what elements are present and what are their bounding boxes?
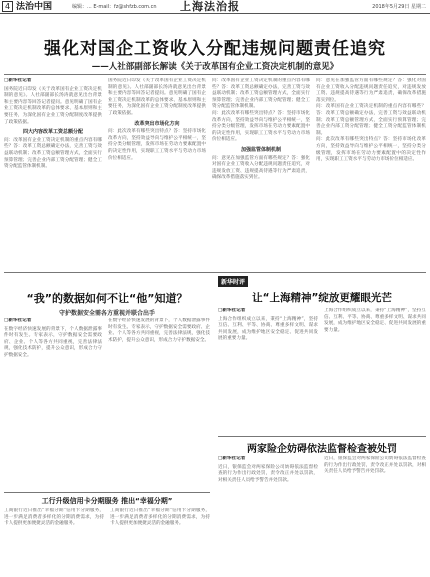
newspaper-brand: 上海法治报	[180, 0, 240, 13]
divider	[4, 74, 426, 75]
divider	[4, 272, 426, 273]
article2-col1	[4, 318, 102, 488]
article1-section-title: 加强监管体制机制	[240, 146, 281, 153]
article4-headline: 两家险企妨碍依法监督检查被处罚	[247, 444, 397, 455]
main-subhead: ——人社部副部长解读《关于改革国有企业工资决定机制的意见》	[91, 62, 339, 72]
article5-body: 工商银行近日推出“幸福分期”信用卡分期服务，进一步满足消费者多样化的分期消费需求，为持卡人提供更加便捷灵活的金融服务。	[4, 508, 104, 527]
article1-body-cont: 问：此次改革有哪些突出特点？答：坚持市场化改革方向，坚持效益导向与维护公平相统一，坚持分类分级管理，发挥市场在劳动力要素配置中的决定性作用，实现职工工资水平与劳动力市场价位相适应。	[212, 110, 310, 143]
divider	[4, 492, 210, 493]
article4-col2	[324, 456, 426, 574]
article1-body-cont: 国务院近日印发《关于改革国有企业工资决定机制的意见》。人社部副部长汤涛就意见出台背景和主要内容等回答记者提问。意见明确了国有企业工资决定机制改革的总体要求、基本原则和主要任务，为深化国有企业工资分配制度改革提供了政策依据。	[108, 78, 206, 116]
article4-col1	[218, 456, 318, 574]
article1-intro: 国务院近日印发《关于改革国有企业工资决定机制的意见》。人社部副部长汤涛就意见出台背景和主要内容等回答记者提问。意见明确了国有企业工资决定机制改革的总体要求、基本原则和主要任务，为深化国有企业工资分配制度改革提供了政策依据。	[4, 86, 102, 125]
article1-body-cont: 问：此次改革有哪些突出特点？答：坚持市场化改革方向，坚持效益导向与维护公平相统一，坚持分类分级管理，发挥市场在劳动力要素配置中的决定性作用，实现职工工资水平与劳动力市场价位相适应。	[316, 137, 426, 163]
article2-col2	[108, 318, 210, 488]
article1-col1	[4, 78, 102, 268]
article2-headline: “我”的数据如何不让“他”知道？	[26, 292, 188, 305]
article4-byline: □新华社记者	[218, 456, 246, 461]
main-headline: 强化对国企工资收入分配违规问题责任追究	[44, 39, 386, 59]
section-title: 法治中国	[16, 2, 53, 12]
issue-date: 2018年5月29日 星期二	[372, 4, 426, 10]
article2-body-cont: 在数字经济快速发展的背景下，个人数据泄露事件时有发生。专家表示，守护数据安全需要政府、企业、个人等各方共同重视，完善法律法规，强化技术防护，提升公众意识，形成合力守护数据安全。	[108, 318, 210, 343]
article1-col3	[212, 78, 310, 268]
article1-section-title: 改革突出市场化方向	[134, 120, 180, 127]
article5-col2	[110, 508, 210, 574]
article1-body-cont: 问：改革国有企业工资决定机制的重点内容有哪些？答：改革工资总额确定办法，完善工资与效益联动机制；改革工资总额管理方式，全面实行预算管理；完善企业内部工资分配管理；健全工资分配监管体制机制。	[316, 104, 426, 136]
article2-byline: □新华社记者	[4, 318, 32, 323]
commentary-tag: 新华时评	[218, 276, 248, 287]
article5-body-cont: 工商银行近日推出“幸福分期”信用卡分期服务，进一步满足消费者多样化的分期消费需求，为持卡人提供更加便捷灵活的金融服务。	[110, 508, 210, 527]
article1-body-cont: 问：改革国有企业工资决定机制的重点内容有哪些？答：改革工资总额确定办法，完善工资与效益联动机制；改革工资总额管理方式，全面实行预算管理；完善企业内部工资分配管理；健全工资分配监管体制机制。	[212, 78, 310, 110]
article5-headline: 工行升级信用卡分期服务 推出“幸福分期”	[41, 497, 173, 505]
article1-col2	[108, 78, 206, 268]
article1-section-body: 问：此次改革有哪些突出特点？答：坚持市场化改革方向，坚持效益导向与维护公平相统一，坚持分类分级管理，发挥市场在劳动力要素配置中的决定性作用，实现职工工资水平与劳动力市场价位相适应。	[108, 129, 206, 161]
article3-headline: 让“上海精神”绽放更耀眼光芒	[252, 292, 392, 304]
page-number-logo: 4	[2, 1, 13, 12]
article4-body: 近日，银保监会对两家保险公司妨碍依法监督检查的行为作出行政处罚，责令改正并处以罚款，对相关责任人员给予警告并处罚款。	[218, 464, 318, 483]
divider	[218, 436, 426, 437]
article3-col2	[324, 308, 426, 432]
article1-col4	[316, 78, 426, 268]
article5-col1	[4, 508, 104, 574]
article1-section-title: 四大内容改革工资总额分配	[22, 129, 83, 136]
article1-body-cont: 问：意见在加强监管方面有哪些规定？答：强化对国有企业工资收入分配违规问题责任追究，对违规发放工资、违规提高待遇等行为严肃追责，确保改革措施落实到位。	[316, 78, 426, 103]
article1-byline: □新华社记者	[4, 78, 32, 83]
article2-body: 在数字经济快速发展的背景下，个人数据泄露事件时有发生。专家表示，守护数据安全需要政府、企业、个人等各方共同重视，完善法律法规，强化技术防护，提升公众意识，形成合力守护数据安全。	[4, 326, 102, 358]
article3-col1	[218, 308, 318, 432]
article2-subhead: 守护数据安全需各方重视并联合出手	[58, 310, 155, 317]
article1-section-body: 问：改革国有企业工资决定机制的重点内容有哪些？答：改革工资总额确定办法，完善工资与效益联动机制；改革工资总额管理方式，全面实行预算管理；完善企业内部工资分配管理；健全工资分配监管体制机制。	[4, 137, 102, 170]
article3-body-cont: 上海合作组织成立以来，秉持“上海精神”，坚持互信、互利、平等、协商、尊重多样文明、谋求共同发展，成为维护地区安全稳定、促进共同发展的重要力量。	[324, 308, 426, 333]
article1-section-body: 问：意见在加强监管方面有哪些规定？答：强化对国有企业工资收入分配违规问题责任追究，对违规发放工资、违规提高待遇等行为严肃追责，确保改革措施落实到位。	[212, 155, 310, 181]
contact-line: 编辑：... E-mail：fz@shfzb.com.cn	[72, 4, 157, 10]
article3-byline: □新华社记者	[218, 308, 246, 313]
article3-body: 上海合作组织成立以来，秉持“上海精神”，坚持互信、互利、平等、协商、尊重多样文明、谋求共同发展，成为维护地区安全稳定、促进共同发展的重要力量。	[218, 316, 318, 342]
article4-body-cont: 近日，银保监会对两家保险公司妨碍依法监督检查的行为作出行政处罚，责令改正并处以罚款，对相关责任人员给予警告并处罚款。	[324, 456, 426, 475]
